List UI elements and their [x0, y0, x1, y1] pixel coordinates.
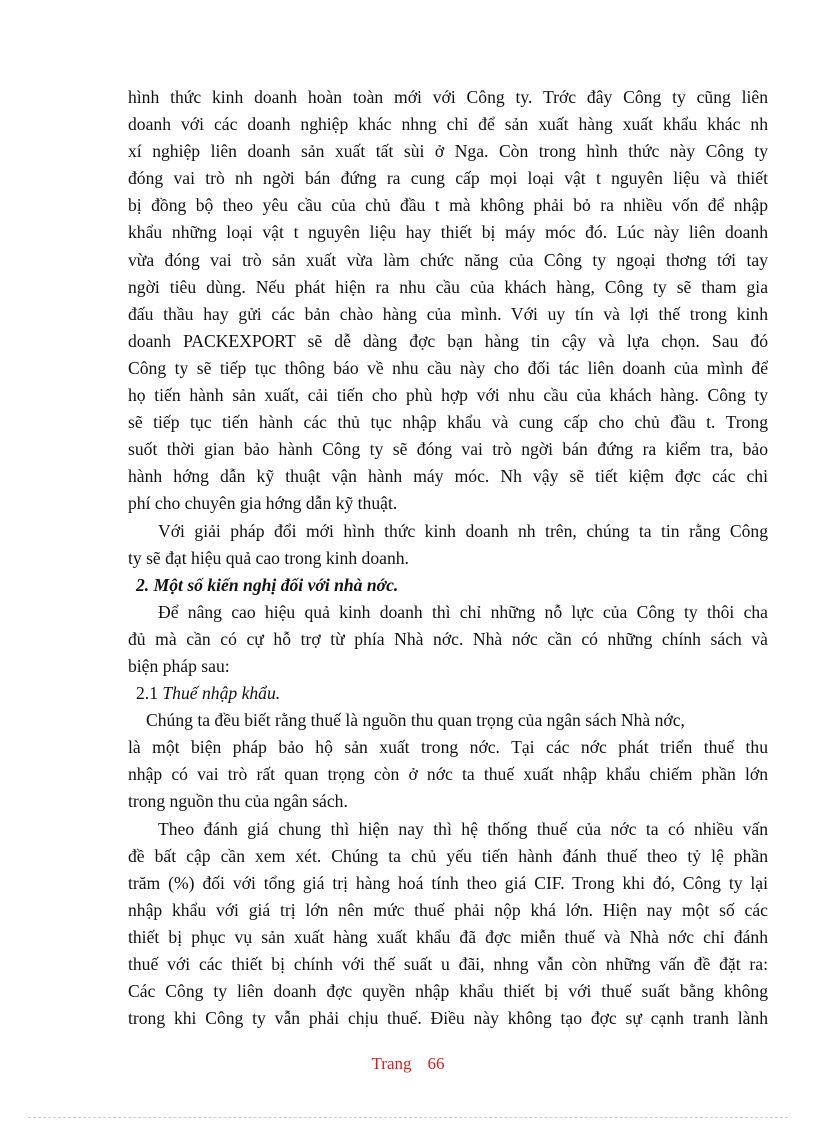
text-line: thuế với các thiết bị chính với thế suất u đãi, nhng vẫn còn những vấn đề đặt ra:: [128, 954, 768, 974]
text-line: vừa đóng vai trò sản xuất vừa làm chức năng của Công ty ngoại thơng tới tay: [128, 249, 768, 270]
text-line: doanh với các doanh nghiệp khác nhng chỉ để sản xuất hàng xuất khẩu khác nh: [128, 114, 768, 135]
text-line: Với giải pháp đổi mới hình thức kinh doanh nh trên, chúng ta tin rằng Công: [158, 520, 768, 541]
text-line: trăm (%) đối với tổng giá trị hàng hoá tính theo giá CIF. Trong khi đó, Công ty lại: [128, 872, 768, 893]
text-line: Để nâng cao hiệu quả kinh doanh thì chỉ những nỗ lực của Công ty thôi cha: [158, 601, 768, 622]
text-line: trong nguồn thu của ngân sách.: [128, 791, 348, 812]
subsection-title: Thuế nhập khẩu.: [162, 683, 281, 704]
text-line: [128, 680, 768, 707]
page-footer: [0, 1054, 816, 1074]
text-line: suốt thời gian bảo hành Công ty sẽ đóng vai trò ngời bán đứng ra kiểm tra, bảo: [128, 439, 768, 460]
text-line: Các Công ty liên doanh đợc quyền nhập khẩu thiết bị với thuế suất bằng không: [128, 981, 768, 1002]
section-heading: 2. Một số kiến nghị đối với nhà nớc.: [136, 574, 399, 595]
text-line: họ tiến hành sản xuất, cải tiến cho phù hợp với nhu cầu của khách hàng. Công ty: [128, 385, 768, 406]
page-bottom-rule: [28, 1117, 788, 1118]
text-line: ty sẽ đạt hiệu quả cao trong kinh doanh.: [128, 547, 409, 568]
text-line: xí nghiệp liên doanh sản xuất tất sùi ở Nga. Còn trong hình thức này Công ty: [128, 141, 768, 162]
text-line: Chúng ta đều biết rằng thuế là nguồn thu quan trọng của ngân sách Nhà nớc,: [146, 710, 685, 731]
text-line: bị đồng bộ theo yêu cầu của chủ đầu t mà không phải bỏ ra nhiều vốn để nhập: [128, 195, 768, 216]
text-line: trong khi Công ty vẫn phải chịu thuế. Điều này không tạo đợc sự cạnh tranh lành: [128, 1008, 768, 1029]
text-line: biện pháp sau:: [128, 655, 230, 676]
text-line: nhập khẩu với giá trị lớn nên mức thuế phải nộp khá lớn. Hiện nay một số các: [128, 899, 768, 920]
text-line: đấu thầu hay gửi các bản chào hàng của mình. Với uy tín và lợi thế trong kinh: [128, 303, 768, 324]
text-line: phí cho chuyên gia hớng dẫn kỹ thuật.: [128, 493, 398, 514]
text-line: Công ty sẽ tiếp tục thông báo về nhu cầu này cho đối tác liên doanh của mình để: [128, 357, 768, 378]
text-line: nhập có vai trò rất quan trọng còn ở nớc ta thuế xuất nhập khẩu chiếm phần lớn: [128, 764, 768, 785]
page-number: 66: [427, 1054, 445, 1073]
text-line: hành hớng dẫn kỹ thuật vận hành máy móc. Nh vậy sẽ tiết kiệm đợc các chi: [128, 466, 768, 487]
page-label: Trang: [371, 1054, 412, 1073]
text-line: hình thức kinh doanh hoàn toàn mới với Công ty. Trớc đây Công ty cũng liên: [128, 87, 768, 107]
text-line: sẽ tiếp tục tiến hành các thủ tục nhập khẩu và cung cấp cho chủ đầu t. Trong: [128, 412, 768, 433]
text-line: đóng vai trò nh ngời bán đứng ra cung cấp mọi loại vật t nguyên liệu và thiết: [128, 168, 768, 189]
text-line: là một biện pháp bảo hộ sản xuất trong nớc. Tại các nớc phát triển thuế thu: [128, 737, 768, 758]
text-line: thiết bị phục vụ sản xuất hàng xuất khẩu đã đợc miễn thuế và Nhà nớc chỉ đánh: [128, 926, 768, 947]
subsection-number: 2.1: [136, 683, 163, 704]
document-body: [128, 84, 768, 1032]
text-line: Theo đánh giá chung thì hiện nay thì hệ thống thuế của nớc ta có nhiều vấn: [158, 818, 768, 839]
text-line: doanh PACKEXPORT sẽ dễ dàng đợc bạn hàng tin cậy và lựa chọn. Sau đó: [128, 330, 768, 351]
text-line: đề bất cập cần xem xét. Chúng ta chủ yếu tiến hành đánh thuế theo tỷ lệ phần: [128, 845, 768, 866]
text-line: đủ mà cần có cự hỗ trợ từ phía Nhà nớc. Nhà nớc cần có những chính sách và: [128, 628, 768, 649]
text-line: khẩu những loại vật t nguyên liệu hay thiết bị máy móc đó. Lúc này liên doanh: [128, 222, 768, 243]
text-line: ngời tiêu dùng. Nếu phát hiện ra nhu cầu của khách hàng, Công ty sẽ tham gia: [128, 276, 768, 297]
